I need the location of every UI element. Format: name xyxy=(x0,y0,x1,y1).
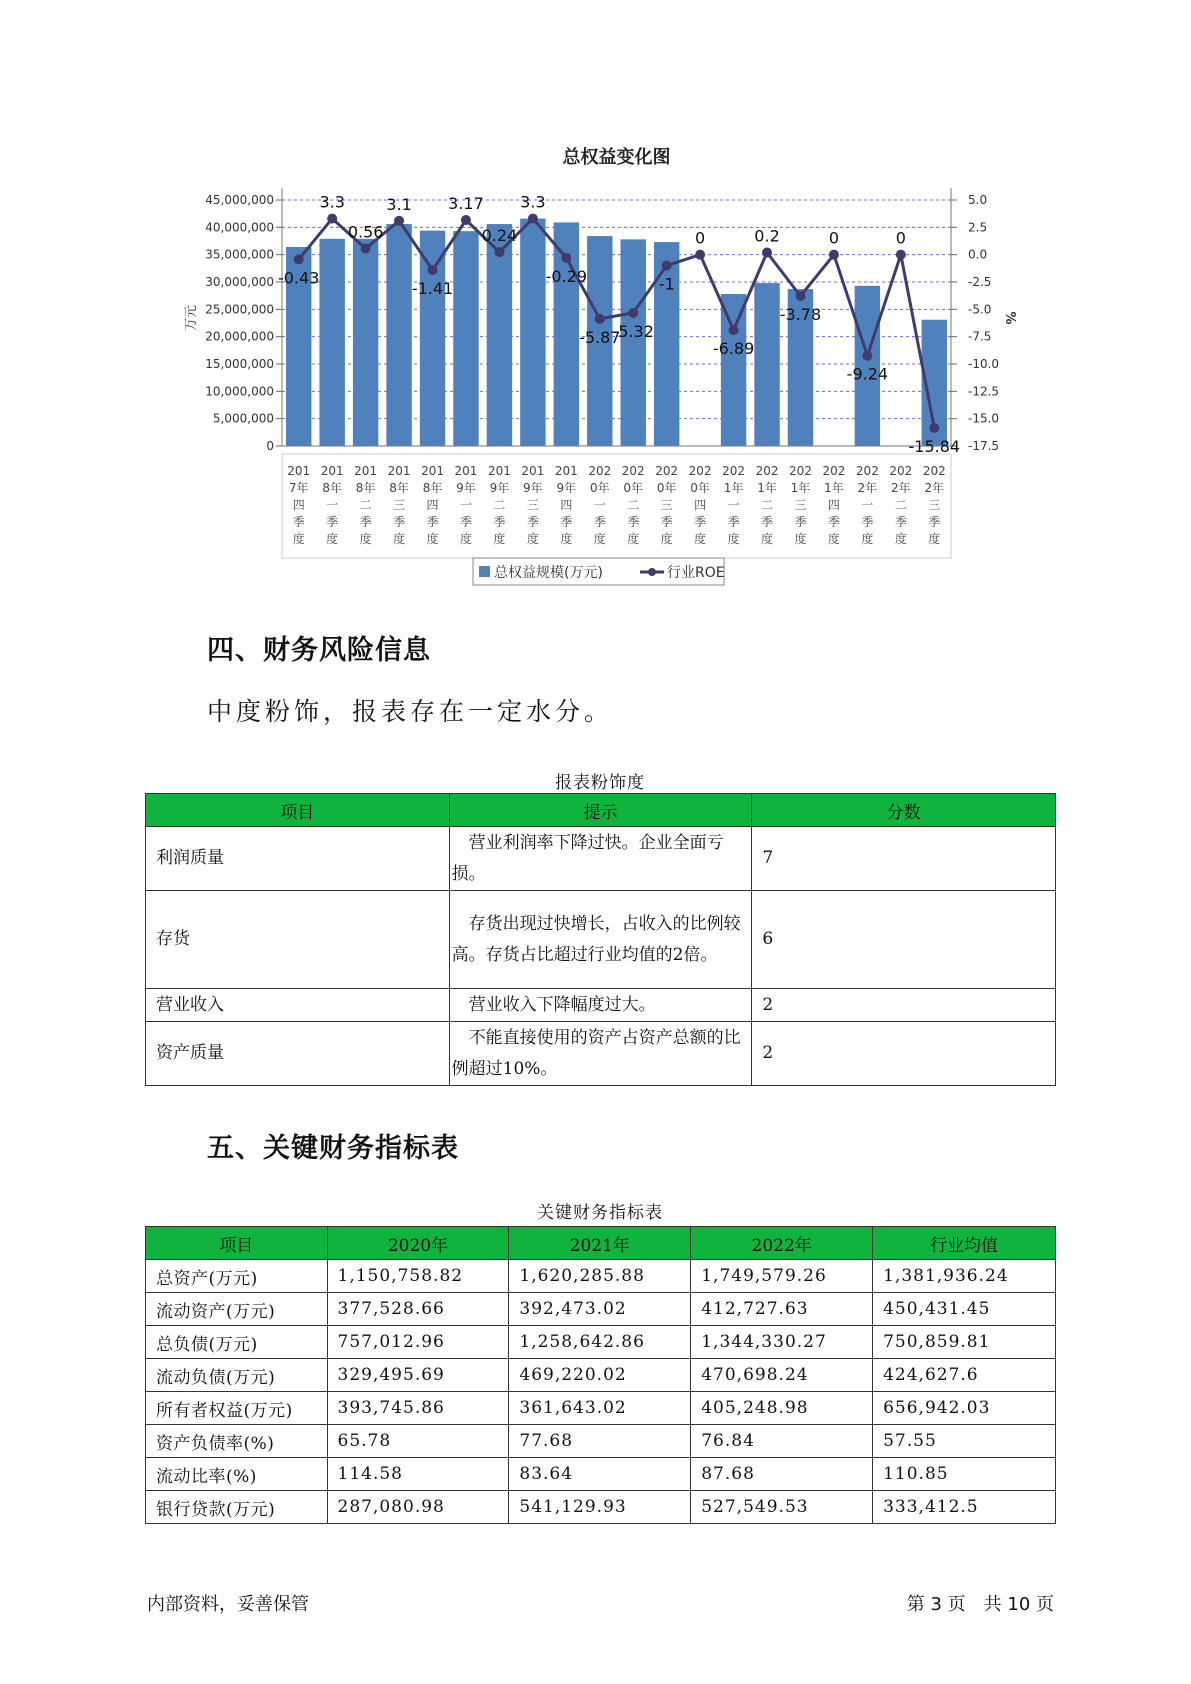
x-tick-label: 9年 xyxy=(456,481,476,495)
bar xyxy=(453,231,478,446)
x-tick-label: 季 xyxy=(426,515,439,529)
x-tick-label: 度 xyxy=(627,532,640,546)
roe-data-label: -5.87 xyxy=(579,327,621,347)
x-tick-label: 季 xyxy=(794,515,807,529)
indicator-table-caption: 关键财务指标表 xyxy=(537,1203,663,1223)
x-tick-label: 202 xyxy=(722,464,746,478)
x-tick-label: 四 xyxy=(292,498,305,512)
x-tick-label: 0年 xyxy=(656,481,677,495)
roe-point xyxy=(795,291,805,301)
x-tick-label: 度 xyxy=(292,532,305,546)
x-tick-label: 季 xyxy=(627,515,640,529)
roe-data-label: 3.17 xyxy=(448,194,484,214)
bar xyxy=(520,219,545,446)
x-tick-label: 季 xyxy=(727,515,740,529)
roe-point xyxy=(695,250,705,260)
x-tick-label: 二 xyxy=(627,498,640,512)
value-cell: 377,528.66 xyxy=(327,1293,509,1326)
value-cell: 1,381,936.24 xyxy=(873,1260,1056,1293)
x-tick-label: 8年 xyxy=(355,481,376,495)
bar xyxy=(721,294,746,446)
x-tick-label: 四 xyxy=(560,498,573,512)
x-tick-label: 四 xyxy=(694,498,707,512)
row-label-cell: 总负债(万元) xyxy=(146,1326,328,1359)
header-cell-industry-avg: 行业均值 xyxy=(873,1227,1056,1260)
right-tick-label: -7.5 xyxy=(968,329,992,344)
x-tick-label: 0年 xyxy=(589,481,610,495)
x-tick-label: 一 xyxy=(326,498,339,512)
header-cell-item: 项目 xyxy=(146,794,450,827)
roe-data-label: -1 xyxy=(658,274,675,294)
bar xyxy=(420,231,445,446)
x-tick-label: 季 xyxy=(493,515,506,529)
value-cell: 76.84 xyxy=(691,1425,873,1458)
item-cell: 存货 xyxy=(146,891,450,989)
x-tick-label: 201 xyxy=(521,464,545,478)
header-cell-2020: 2020年 xyxy=(327,1227,509,1260)
left-tick-label: 30,000,000 xyxy=(205,275,274,289)
value-cell: 405,248.98 xyxy=(691,1392,873,1425)
x-tick-label: 三 xyxy=(660,498,673,512)
score-cell: 6 xyxy=(752,891,1056,989)
legend-line-marker xyxy=(648,568,656,576)
value-cell: 750,859.81 xyxy=(873,1326,1056,1359)
row-label-cell: 流动比率(%) xyxy=(146,1458,328,1491)
value-cell: 110.85 xyxy=(873,1458,1056,1491)
x-tick-label: 一 xyxy=(861,498,874,512)
right-tick-label: -2.5 xyxy=(968,275,992,289)
roe-point xyxy=(628,308,638,318)
bar xyxy=(353,239,378,446)
roe-data-label: -0.29 xyxy=(545,266,588,286)
x-tick-label: 季 xyxy=(526,515,539,529)
x-tick-label: 度 xyxy=(660,532,673,546)
right-axis-label: % xyxy=(1002,311,1017,325)
roe-point xyxy=(595,314,605,324)
x-tick-label: 季 xyxy=(560,515,573,529)
x-tick-label: 9年 xyxy=(523,481,543,495)
value-cell: 114.58 xyxy=(327,1458,509,1491)
roe-point xyxy=(528,214,538,224)
roe-point xyxy=(494,247,504,257)
x-tick-label: 8年 xyxy=(422,481,443,495)
key-indicator-table xyxy=(145,1226,1056,1524)
legend-line-label: 行业ROE xyxy=(667,565,725,581)
x-tick-label: 202 xyxy=(789,464,812,478)
value-cell: 329,495.69 xyxy=(327,1359,509,1392)
roe-point xyxy=(461,215,471,225)
roe-point xyxy=(361,244,371,254)
roe-point xyxy=(929,423,939,433)
roe-data-label: 0 xyxy=(695,228,706,248)
table-row xyxy=(146,1458,1056,1491)
table-row xyxy=(146,1359,1056,1392)
x-tick-label: 四 xyxy=(827,498,840,512)
x-tick-label: 季 xyxy=(694,515,707,529)
x-tick-label: 201 xyxy=(320,464,344,478)
x-tick-label: 度 xyxy=(426,532,439,546)
item-cell: 利润质量 xyxy=(146,827,450,891)
right-tick-label: -10.0 xyxy=(968,357,1000,371)
roe-data-label: -0.43 xyxy=(278,268,320,288)
x-tick-label: 202 xyxy=(588,464,612,478)
left-tick-label: 25,000,000 xyxy=(205,302,274,317)
roe-data-label: -3.78 xyxy=(779,304,822,324)
value-cell: 392,473.02 xyxy=(509,1293,691,1326)
roe-point xyxy=(662,261,672,271)
roe-point xyxy=(729,325,739,335)
roe-point xyxy=(428,265,438,275)
value-cell: 450,431.45 xyxy=(873,1293,1056,1326)
table-row xyxy=(146,1392,1056,1425)
left-tick-label: 10,000,000 xyxy=(205,384,274,399)
section5-heading: 五、关键财务指标表 xyxy=(207,1133,459,1164)
x-tick-label: 201 xyxy=(287,464,311,478)
equity-chart xyxy=(0,0,1191,600)
x-tick-label: 度 xyxy=(928,532,941,546)
x-tick-label: 201 xyxy=(554,464,578,478)
x-tick-label: 度 xyxy=(861,532,874,546)
header-cell-score: 分数 xyxy=(752,794,1056,827)
x-tick-label: 二 xyxy=(359,498,372,512)
roe-data-label: 0 xyxy=(895,228,906,248)
header-cell-item: 项目 xyxy=(146,1227,328,1260)
roe-point xyxy=(561,253,571,263)
value-cell: 757,012.96 xyxy=(327,1326,509,1359)
left-axis-label: 万元 xyxy=(184,304,199,332)
value-cell: 77.68 xyxy=(509,1425,691,1458)
row-label-cell: 流动负债(万元) xyxy=(146,1359,328,1392)
table-row xyxy=(146,1293,1056,1326)
x-tick-label: 0年 xyxy=(690,481,710,495)
value-cell: 424,627.6 xyxy=(873,1359,1056,1392)
x-tick-label: 202 xyxy=(688,464,712,478)
x-tick-label: 一 xyxy=(593,498,606,512)
value-cell: 87.68 xyxy=(691,1458,873,1491)
x-tick-label: 度 xyxy=(493,532,506,546)
roe-point xyxy=(327,214,337,224)
value-cell: 65.78 xyxy=(327,1425,509,1458)
row-label-cell: 银行贷款(万元) xyxy=(146,1491,328,1524)
x-tick-label: 三 xyxy=(393,498,406,512)
x-tick-label: 度 xyxy=(560,532,573,546)
x-tick-label: 202 xyxy=(621,464,645,478)
roe-data-label: 0 xyxy=(828,228,840,248)
table-row xyxy=(146,827,1056,891)
table-row xyxy=(146,989,1056,1022)
left-tick-label: 45,000,000 xyxy=(205,193,274,207)
fraud-degree-table xyxy=(145,793,1056,1086)
x-tick-label: 季 xyxy=(459,515,472,529)
value-cell: 1,620,285.88 xyxy=(509,1260,691,1293)
roe-point xyxy=(762,247,772,257)
legend-bar-label: 总权益规模(万元) xyxy=(494,565,603,581)
row-label-cell: 流动资产(万元) xyxy=(146,1293,328,1326)
x-tick-label: 度 xyxy=(827,532,840,546)
right-tick-label: -5.0 xyxy=(968,302,992,317)
chart-title: 总权益变化图 xyxy=(562,147,671,168)
x-tick-label: 度 xyxy=(794,532,807,546)
right-tick-label: 5.0 xyxy=(968,193,988,207)
roe-point xyxy=(862,351,872,361)
value-cell: 527,549.53 xyxy=(691,1491,873,1524)
fraud-table-caption: 报表粉饰度 xyxy=(555,773,645,793)
score-cell: 7 xyxy=(752,827,1056,891)
value-cell: 287,080.98 xyxy=(327,1491,509,1524)
score-cell: 2 xyxy=(752,989,1056,1022)
x-tick-label: 202 xyxy=(855,464,879,478)
right-tick-label: 0.0 xyxy=(968,247,988,262)
roe-data-label: -1.41 xyxy=(411,279,454,299)
footer-note: 内部资料，妥善保管 xyxy=(147,1594,309,1615)
value-cell: 393,745.86 xyxy=(327,1392,509,1425)
x-tick-label: 9年 xyxy=(489,481,510,495)
value-cell: 333,412.5 xyxy=(873,1491,1056,1524)
left-tick-label: 40,000,000 xyxy=(205,220,274,235)
roe-point xyxy=(394,216,404,226)
item-cell: 营业收入 xyxy=(146,989,450,1022)
x-tick-label: 一 xyxy=(727,498,740,512)
item-cell: 资产质量 xyxy=(146,1022,450,1086)
x-tick-label: 201 xyxy=(454,464,478,478)
right-tick-label: -12.5 xyxy=(968,384,1000,399)
roe-point xyxy=(896,250,906,260)
value-cell: 1,749,579.26 xyxy=(691,1260,873,1293)
x-tick-label: 201 xyxy=(487,464,511,478)
roe-data-label: -9.24 xyxy=(846,364,889,384)
x-tick-label: 季 xyxy=(393,515,406,529)
roe-data-label: 0.56 xyxy=(347,222,384,242)
value-cell: 656,942.03 xyxy=(873,1392,1056,1425)
x-tick-label: 季 xyxy=(359,515,372,529)
x-tick-label: 8年 xyxy=(389,481,409,495)
x-tick-label: 201 xyxy=(354,464,378,478)
table-row xyxy=(146,1491,1056,1524)
x-tick-label: 1年 xyxy=(757,481,777,495)
value-cell: 1,258,642.86 xyxy=(509,1326,691,1359)
right-tick-label: -17.5 xyxy=(968,439,1000,453)
x-tick-label: 度 xyxy=(761,532,774,546)
x-tick-label: 度 xyxy=(727,532,740,546)
x-tick-label: 2年 xyxy=(857,481,878,495)
table-row xyxy=(146,1022,1056,1086)
left-tick-label: 5,000,000 xyxy=(212,411,274,426)
left-tick-label: 15,000,000 xyxy=(205,357,274,371)
x-tick-label: 度 xyxy=(894,532,907,546)
left-tick-label: 0 xyxy=(266,439,274,453)
x-tick-label: 201 xyxy=(421,464,444,478)
value-cell: 361,643.02 xyxy=(509,1392,691,1425)
value-cell: 57.55 xyxy=(873,1425,1056,1458)
x-tick-label: 202 xyxy=(889,464,913,478)
x-tick-label: 201 xyxy=(387,464,411,478)
section4-heading: 四、财务风险信息 xyxy=(207,635,431,666)
x-tick-label: 202 xyxy=(822,464,846,478)
left-tick-label: 20,000,000 xyxy=(205,329,274,344)
table-row xyxy=(146,891,1056,989)
score-cell: 2 xyxy=(752,1022,1056,1086)
x-tick-label: 202 xyxy=(655,464,679,478)
x-tick-label: 二 xyxy=(493,498,506,512)
roe-point xyxy=(829,250,839,260)
roe-point xyxy=(294,254,304,264)
table-row xyxy=(146,1326,1056,1359)
value-cell: 1,150,758.82 xyxy=(327,1260,509,1293)
x-axis-label-frame xyxy=(282,454,951,558)
x-tick-label: 度 xyxy=(526,532,539,546)
x-tick-label: 度 xyxy=(359,532,372,546)
x-tick-label: 一 xyxy=(459,498,472,512)
bar xyxy=(487,224,512,446)
roe-data-label: -15.84 xyxy=(908,436,961,456)
x-tick-label: 1年 xyxy=(723,481,744,495)
x-tick-label: 7年 xyxy=(288,481,309,495)
x-tick-label: 三 xyxy=(928,498,941,512)
x-tick-label: 季 xyxy=(894,515,907,529)
table-row xyxy=(146,1425,1056,1458)
roe-data-label: 3.1 xyxy=(386,194,412,214)
x-tick-label: 2年 xyxy=(924,481,945,495)
roe-data-label: 3.3 xyxy=(520,192,546,212)
right-tick-label: -15.0 xyxy=(968,411,1000,426)
page-number: 第 3 页 共 10 页 xyxy=(906,1594,1054,1615)
left-tick-label: 35,000,000 xyxy=(205,247,274,262)
x-tick-label: 0年 xyxy=(623,481,644,495)
header-cell-2021: 2021年 xyxy=(509,1227,691,1260)
value-cell: 470,698.24 xyxy=(691,1359,873,1392)
x-tick-label: 季 xyxy=(660,515,673,529)
hint-cell: 营业利润率下降过快。企业全面亏损。 xyxy=(449,827,752,891)
roe-data-label: -6.89 xyxy=(712,338,755,358)
header-cell-hint: 提示 xyxy=(449,794,752,827)
x-tick-label: 季 xyxy=(761,515,774,529)
legend-bar-swatch xyxy=(479,566,490,577)
value-cell: 469,220.02 xyxy=(509,1359,691,1392)
x-tick-label: 度 xyxy=(593,532,606,546)
x-tick-label: 三 xyxy=(794,498,807,512)
x-tick-label: 8年 xyxy=(322,481,342,495)
bar xyxy=(319,239,344,446)
right-tick-label: 2.5 xyxy=(968,220,988,235)
x-tick-label: 202 xyxy=(922,464,946,478)
x-tick-label: 二 xyxy=(894,498,907,512)
x-tick-label: 季 xyxy=(861,515,874,529)
value-cell: 412,727.63 xyxy=(691,1293,873,1326)
row-label-cell: 总资产(万元) xyxy=(146,1260,328,1293)
x-tick-label: 度 xyxy=(326,532,339,546)
value-cell: 83.64 xyxy=(509,1458,691,1491)
x-tick-label: 1年 xyxy=(824,481,844,495)
x-tick-label: 季 xyxy=(928,515,941,529)
x-tick-label: 度 xyxy=(459,532,472,546)
section4-summary: 中度粉饰，报表存在一定水分。 xyxy=(207,697,614,726)
x-tick-label: 四 xyxy=(426,498,439,512)
roe-data-label: 3.3 xyxy=(319,192,345,212)
x-tick-label: 度 xyxy=(393,532,406,546)
table-row xyxy=(146,1260,1056,1293)
bar xyxy=(754,283,779,446)
header-cell-2022: 2022年 xyxy=(691,1227,873,1260)
x-tick-label: 度 xyxy=(694,532,707,546)
hint-cell: 不能直接使用的资产占资产总额的比例超过10%。 xyxy=(449,1022,752,1086)
x-tick-label: 季 xyxy=(326,515,339,529)
x-tick-label: 二 xyxy=(761,498,774,512)
x-tick-label: 1年 xyxy=(790,481,811,495)
roe-data-label: 0.24 xyxy=(481,226,518,246)
x-tick-label: 9年 xyxy=(556,481,577,495)
x-tick-label: 季 xyxy=(827,515,840,529)
value-cell: 541,129.93 xyxy=(509,1491,691,1524)
hint-cell: 存货出现过快增长，占收入的比例较高。存货占比超过行业均值的2倍。 xyxy=(449,891,752,989)
bar xyxy=(654,242,679,446)
x-tick-label: 三 xyxy=(526,498,539,512)
x-tick-label: 季 xyxy=(292,515,305,529)
row-label-cell: 所有者权益(万元) xyxy=(146,1392,328,1425)
bar xyxy=(386,224,411,446)
hint-cell: 营业收入下降幅度过大。 xyxy=(449,989,752,1022)
bar xyxy=(621,239,646,446)
value-cell: 1,344,330.27 xyxy=(691,1326,873,1359)
row-label-cell: 资产负债率(%) xyxy=(146,1425,328,1458)
x-tick-label: 202 xyxy=(755,464,779,478)
x-tick-label: 季 xyxy=(593,515,606,529)
roe-data-label: -5.32 xyxy=(612,321,654,341)
roe-data-label: 0.2 xyxy=(754,226,780,246)
x-tick-label: 2年 xyxy=(891,481,911,495)
